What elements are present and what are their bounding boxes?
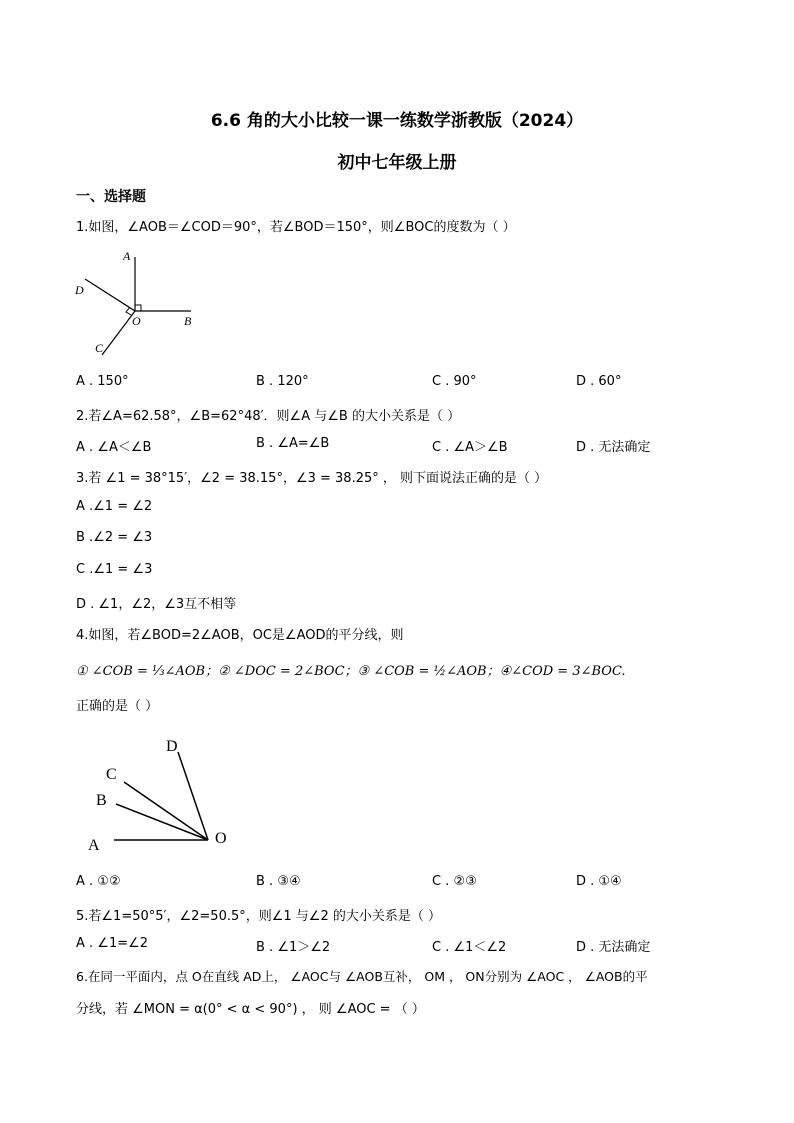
option-d[interactable]: D . 无法确定 [576, 440, 651, 455]
label-c: C [106, 766, 117, 783]
option-a[interactable]: A . 150° [76, 374, 129, 389]
ray-ob [116, 804, 208, 840]
question-1-options [76, 374, 726, 392]
option-b[interactable]: B . ∠A=∠B [256, 436, 330, 451]
section-heading: 一、选择题 [76, 189, 146, 205]
option-a[interactable]: A . ①② [76, 874, 121, 889]
label-a: A [88, 837, 100, 854]
question-3-option-d[interactable]: D . ∠1，∠2，∠3互不相等 [76, 597, 237, 612]
ray-oc [102, 311, 135, 355]
label-b: B [184, 314, 192, 328]
question-2-options [76, 436, 726, 454]
option-d[interactable]: D . 无法确定 [576, 940, 651, 955]
option-d[interactable]: D . ①④ [576, 874, 622, 889]
page-title: 6.6 角的大小比较一课一练数学浙教版（2024） [210, 111, 584, 131]
label-d: D [166, 738, 178, 755]
ray-od [178, 752, 208, 840]
option-c[interactable]: C . ∠1＜∠2 [432, 940, 507, 955]
option-a[interactable]: A . ∠1=∠2 [76, 936, 149, 951]
question-4-figure [80, 730, 240, 856]
label-o: O [215, 830, 227, 847]
option-a[interactable]: A . ∠A＜∠B [76, 440, 152, 455]
label-d: D [75, 283, 84, 297]
ray-oc [124, 782, 208, 840]
option-d[interactable]: D . 60° [576, 374, 622, 389]
label-o: O [132, 314, 141, 328]
label-c: C [95, 341, 104, 355]
label-b: B [96, 792, 107, 809]
option-c[interactable]: C . 90° [432, 374, 477, 389]
question-6-stem-line-1: 6.在同一平面内，点 O在直线 AD上， ∠AOC与 ∠AOB互补， OM ， ON分别为 ∠AOC ， ∠AOB的平 [76, 969, 648, 984]
question-4-options [76, 874, 726, 892]
page-subtitle: 初中七年级上册 [337, 153, 457, 173]
right-angle-mark [135, 305, 141, 311]
question-4-statements: ① ∠COB = ⅓∠AOB；② ∠DOC = 2∠BOC；③ ∠COB = ½∠AOB；④∠COD = 3∠BOC. [76, 664, 626, 679]
question-3-option-a[interactable]: A .∠1 = ∠2 [76, 499, 153, 514]
question-3-option-c[interactable]: C .∠1 = ∠3 [76, 562, 153, 577]
question-4-stem: 4.如图，若∠BOD=2∠AOB，OC是∠AOD的平分线，则 [76, 628, 404, 643]
question-3-option-b[interactable]: B .∠2 = ∠3 [76, 530, 153, 545]
option-b[interactable]: B . ∠1＞∠2 [256, 940, 331, 955]
ray-od [85, 279, 135, 311]
label-a: A [123, 249, 131, 263]
question-4-prompt: 正确的是（ ） [76, 699, 159, 714]
question-5-options [76, 936, 726, 954]
option-b[interactable]: B . ③④ [256, 874, 301, 889]
question-1-stem: 1.如图，∠AOB＝∠COD＝90°，若∠BOD＝150°，则∠BOC的度数为（ ） [76, 220, 516, 235]
question-3-stem: 3.若 ∠1 = 38°15′，∠2 = 38.15°，∠3 = 38.25° ， 则下面说法正确的是（ ） [76, 471, 548, 486]
question-6-stem-line-2: 分线，若 ∠MON = α(0° < α < 90°) ， 则 ∠AOC = （ ） [76, 1002, 425, 1017]
question-2-stem: 2.若∠A=62.58°，∠B=62°48′．则∠A 与∠B 的大小关系是（ ） [76, 409, 461, 424]
option-c[interactable]: C . ∠A＞∠B [432, 440, 508, 455]
option-c[interactable]: C . ②③ [432, 874, 477, 889]
question-5-stem: 5.若∠1=50°5′，∠2=50.5°，则∠1 与∠2 的大小关系是（ ） [76, 909, 441, 924]
option-b[interactable]: B . 120° [256, 374, 309, 389]
question-1-figure [70, 245, 210, 360]
